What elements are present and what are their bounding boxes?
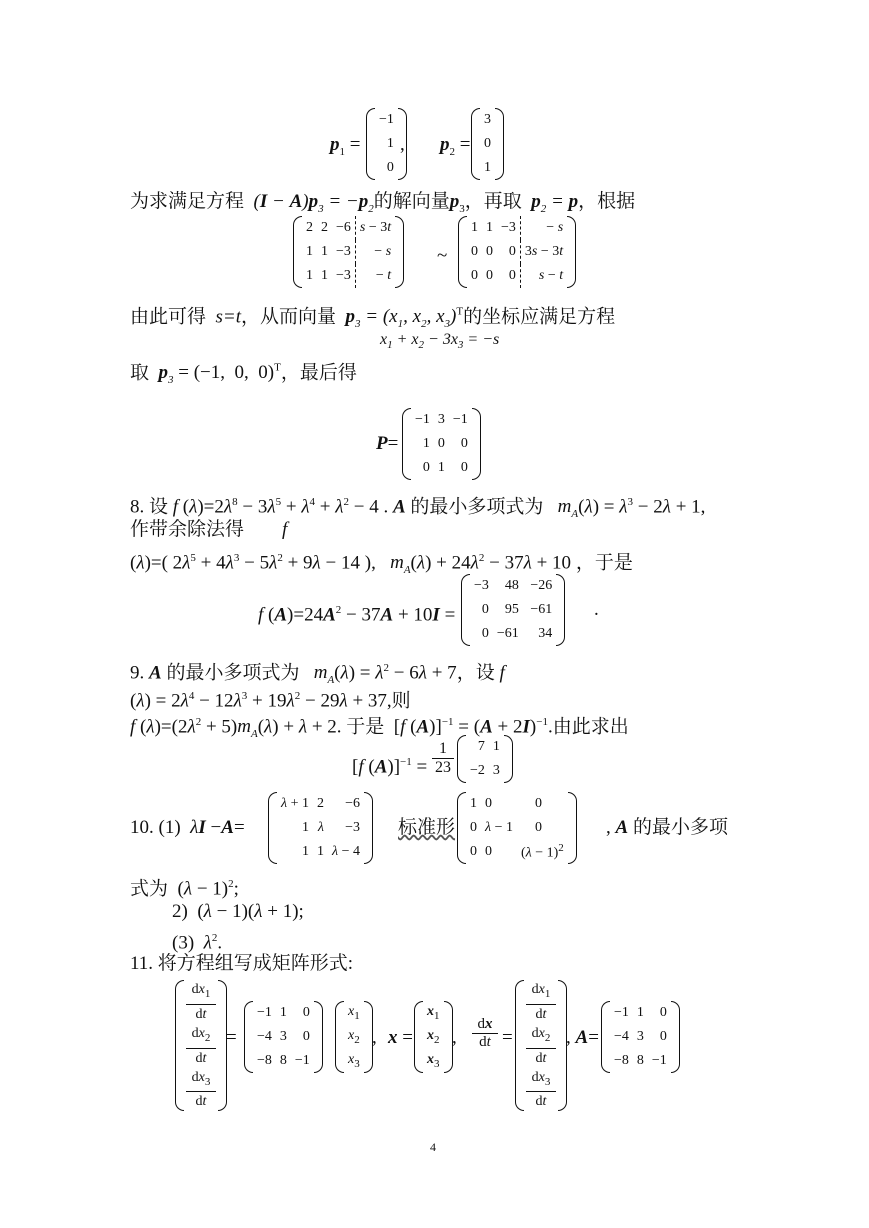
augmented-matrix-2: 1 1 −3 − s 0 0 0 3s − 3t 0 0 0 s − t — [467, 216, 567, 288]
problem-10-tail: , A 的最小多项 — [606, 817, 728, 838]
p1-label: $p_1$ = — [330, 134, 361, 158]
text-line-1: 为求满足方程 $(I - A)p_3 = -p_2$的解向量$p_3$，再取 $p_2 = p$，根据 — [130, 191, 636, 215]
A-label: , A= — [566, 1027, 599, 1048]
fA-expression: f $(A)=24A^2 - 37A + 10I$ = — [258, 604, 456, 626]
derivative-vector-2: $dx_1$ dt $dx_2$ dt $dx_3$ dt — [524, 980, 558, 1111]
dx-dt-label: dx dt — [472, 1016, 498, 1051]
page-number: 4 — [430, 1140, 436, 1154]
fA-matrix: −3 48 −26 0 95 −61 0 −61 34 — [470, 574, 556, 646]
lambda-matrix: λ + 1 2 −6 1 λ −3 1 1 λ − 4 — [277, 792, 364, 864]
problem-8-line-3: (λ)=( $2\lambda^5 + 4\lambda^3 - 5\lambda^2 + 9\lambda - 14$ ), $m_A(\lambda) + 24\lambda^2 - 37\lambda + 10$ ，于是 — [130, 552, 633, 577]
derivative-vector: $dx_1$ dt $dx_2$ dt $dx_3$ dt — [184, 980, 218, 1111]
p2-matrix: 3 0 1 — [480, 108, 495, 180]
inverse-expression: [f (A)]$^{-1}$ = — [352, 756, 428, 778]
problem-9-line-1: 9. A 的最小多项式为 $m_A(\lambda) = \lambda^2 - 6\lambda + 7$，设 f — [130, 662, 505, 687]
equation-x: $x_1 + x_2 - 3x_3 = -s$ — [380, 331, 500, 352]
problem-9-line-2: $(\lambda) = 2\lambda^4 - 12\lambda^3 + 19\lambda^2 - 29\lambda + 37$,则 — [130, 690, 411, 712]
problem-8-line-1: 8. 设 f $(\lambda)=2\lambda^8 - 3\lambda^5 + \lambda^4 + \lambda^2 - 4$ . A 的最小多项式为 $m_A(\lambda) = \lambda^3 - 2\lambda + 1$, — [130, 496, 706, 521]
p1-matrix: −1 1 0 — [375, 108, 398, 180]
inverse-matrix: 7 1 −2 3 — [466, 735, 504, 783]
p2-label: $p_2$ = — [440, 134, 471, 158]
problem-10-part-3: (3) $\lambda^2$. — [172, 932, 223, 954]
P-matrix: −1 3 −1 1 0 0 0 1 0 — [411, 408, 472, 480]
x-vector-2: $x_1$ $x_2$ $x_3$ — [423, 1001, 444, 1073]
augmented-matrix-1: 2 2 −6 s − 3t 1 1 −3 − s 1 1 −3 − t — [302, 216, 395, 288]
text-line-3: 取 $p_3 = (-1$, 0, 0)$^T$，最后得 — [130, 362, 357, 387]
standard-form-matrix: 1 0 0 0 λ − 1 0 0 0 $(\lambda - 1)^2$ — [466, 792, 568, 864]
x-vector-1: $x_1$ $x_2$ $x_3$ — [344, 1001, 364, 1073]
problem-9-line-3: f $(\lambda)=(2\lambda^2 + 5)m_A(\lambda) + \lambda + 2$. 于是 [f $(A)]^{-1} = (A + 2I)^{-1}$.由此求出 — [130, 716, 629, 741]
P-label: P= — [376, 433, 399, 454]
problem-10-line-2: 式为 $(\lambda - 1)^2$; — [130, 878, 239, 900]
text-line-2: 由此可得 s=t，从而向量 $p_3 = (x_1$, $x_2$, $x_3)^T$的坐标应满足方程 — [130, 306, 616, 331]
problem-10-part-2: 2) (λ − 1)(λ + 1); — [172, 901, 304, 922]
fraction-1-23: 1 23 — [432, 740, 454, 777]
standard-form-label: 标准形 — [398, 817, 456, 838]
coefficient-matrix-2: −1 1 0 −4 3 0 −8 8 −1 — [610, 1001, 671, 1073]
problem-8-line-2: 作带余除法得 f — [130, 519, 288, 540]
x-label: x = — [388, 1027, 413, 1048]
coefficient-matrix-1: −1 1 0 −4 3 0 −8 8 −1 — [253, 1001, 314, 1073]
problem-10-label: 10. (1) λI −A= — [130, 817, 245, 838]
problem-11-line-1: 11. 将方程组写成矩阵形式: — [130, 953, 354, 974]
